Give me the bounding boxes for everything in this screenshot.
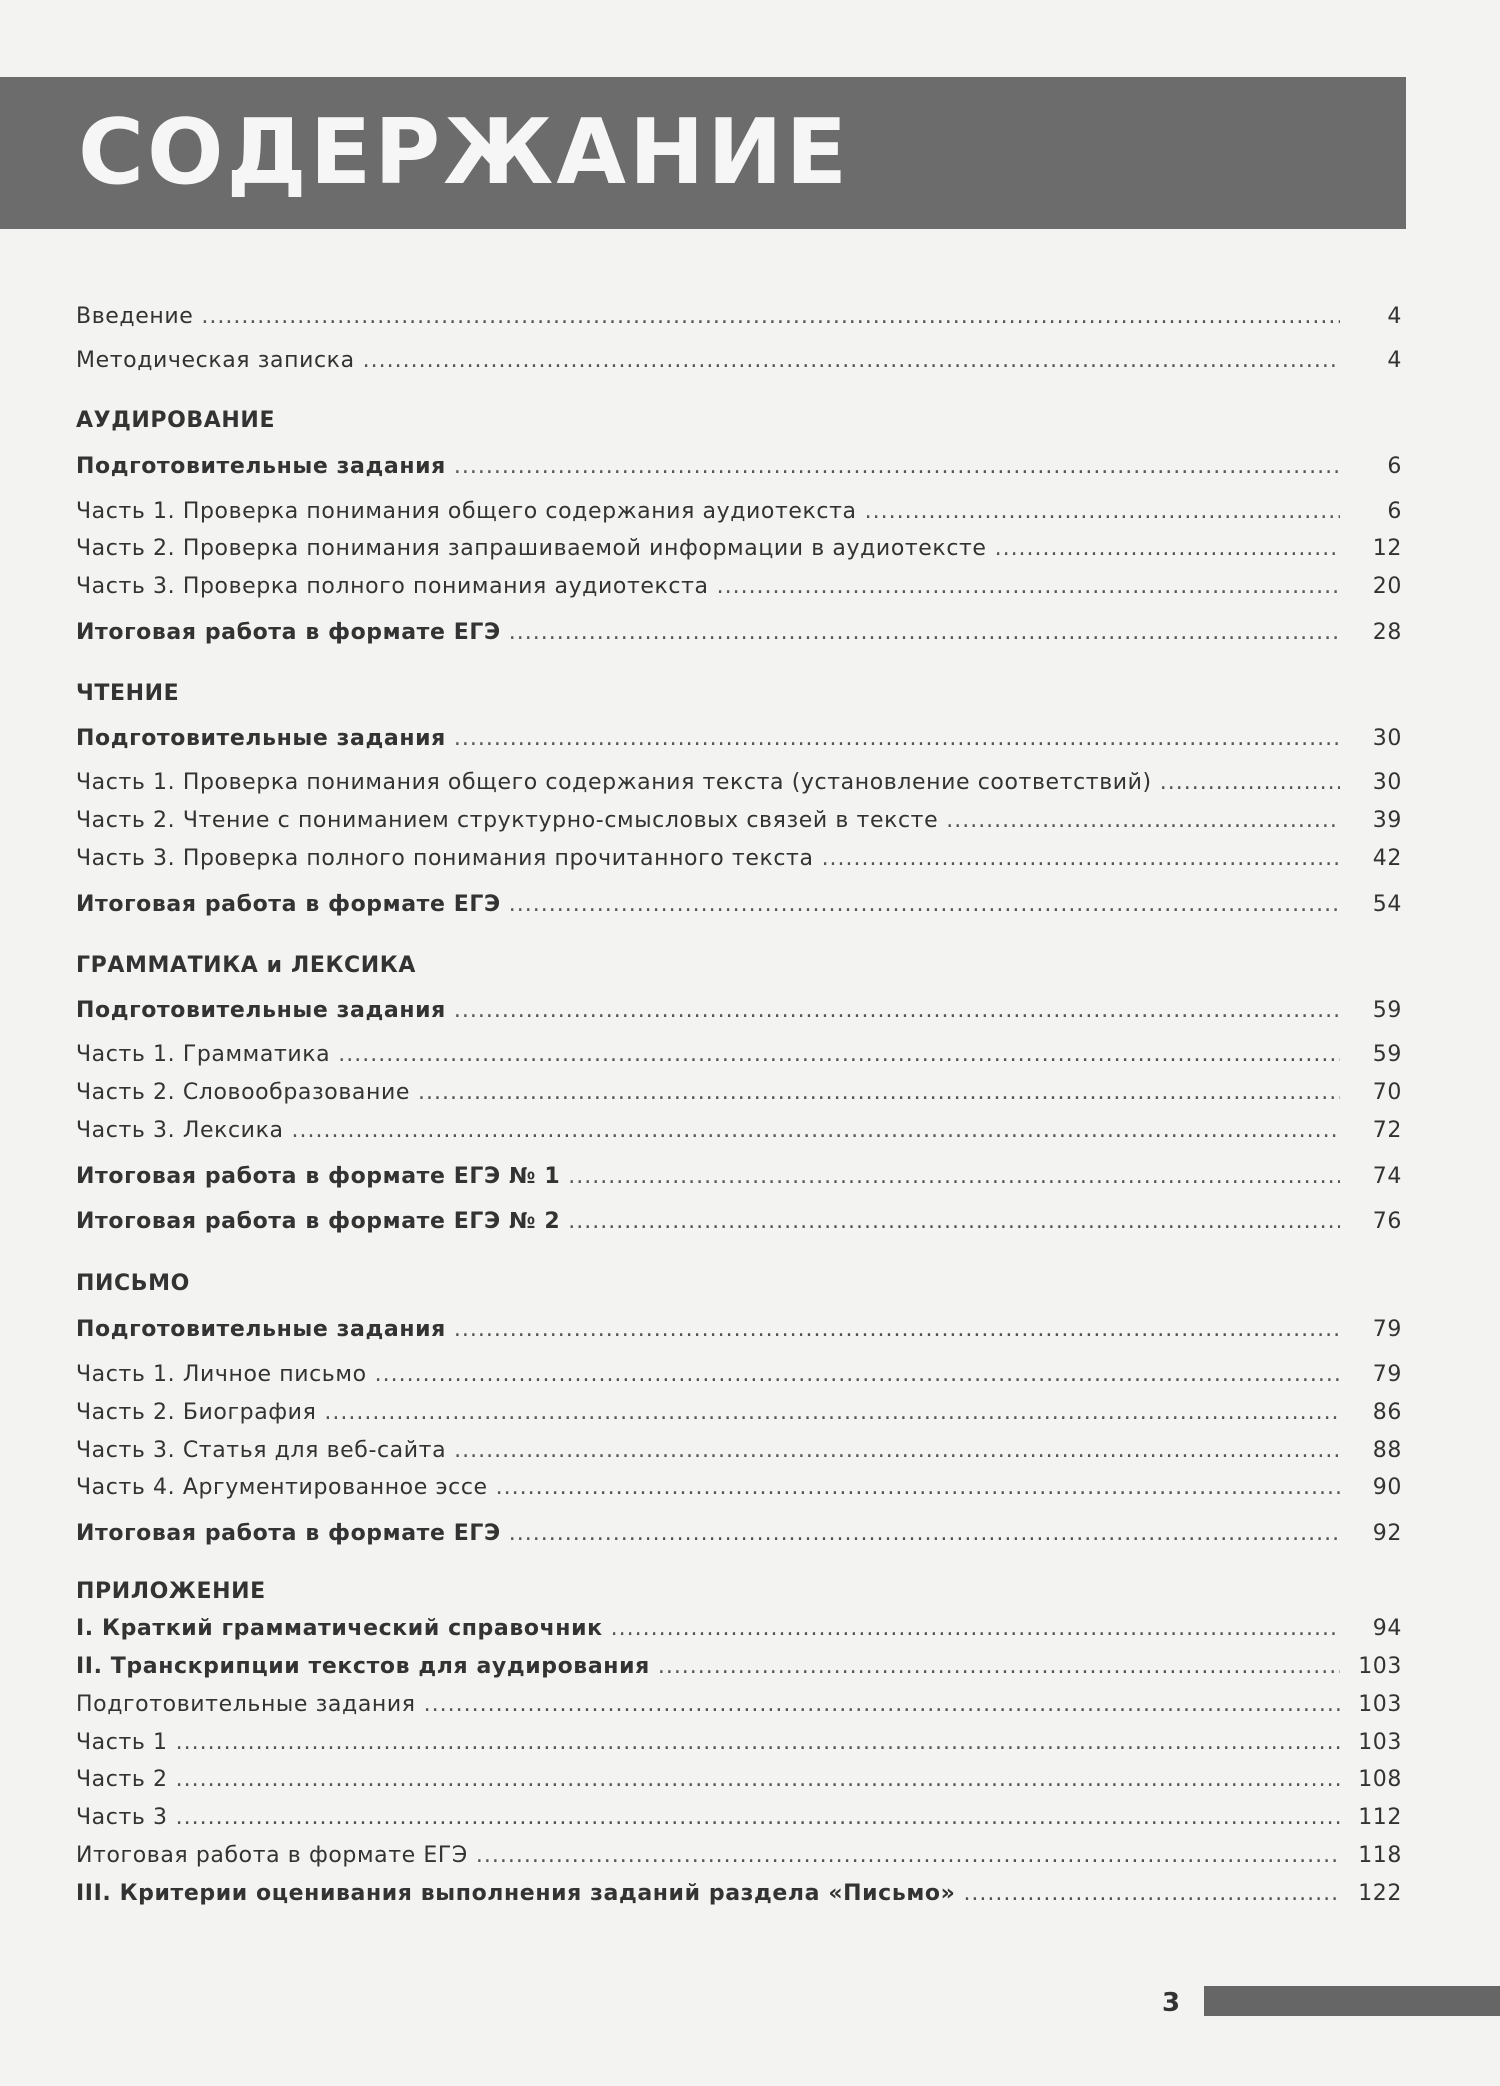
toc-entry-label: Введение bbox=[76, 304, 194, 329]
toc-entry[interactable] bbox=[76, 1037, 1402, 1073]
toc-entry-page: 4 bbox=[1387, 348, 1402, 373]
toc-entry-page: 72 bbox=[1372, 1118, 1402, 1143]
toc-entry[interactable] bbox=[76, 1516, 1402, 1552]
dot-leader bbox=[454, 1312, 1340, 1348]
toc-entry-page: 74 bbox=[1372, 1164, 1402, 1189]
toc-entry-page: 6 bbox=[1387, 499, 1402, 524]
toc-entry[interactable] bbox=[76, 449, 1402, 485]
dot-leader bbox=[822, 841, 1340, 877]
toc-entry-page: 76 bbox=[1372, 1209, 1402, 1234]
title-band bbox=[0, 77, 1406, 229]
toc-entry-label: Часть 2 bbox=[76, 1767, 168, 1792]
toc-entry[interactable] bbox=[76, 1159, 1402, 1195]
toc-entry-page: 94 bbox=[1372, 1616, 1402, 1641]
dot-leader bbox=[176, 1800, 1340, 1836]
toc-entry-label: Часть 2. Чтение с пониманием структурно-смысловых связей в тексте bbox=[76, 808, 939, 833]
toc-entry-page: 4 bbox=[1387, 304, 1402, 329]
dot-leader bbox=[946, 803, 1340, 839]
toc-entry[interactable] bbox=[76, 721, 1402, 757]
section-heading: ПРИЛОЖЕНИЕ bbox=[76, 1579, 266, 1604]
toc-entry-label: Итоговая работа в формате ЕГЭ bbox=[76, 1521, 501, 1546]
toc-entry-label: Часть 1. Грамматика bbox=[76, 1042, 331, 1067]
dot-leader bbox=[496, 1470, 1340, 1506]
dot-leader bbox=[176, 1762, 1340, 1798]
toc-entry-label: Часть 2. Проверка понимания запрашиваемой информации в аудиотексте bbox=[76, 536, 987, 561]
dot-leader bbox=[454, 993, 1340, 1029]
toc-entry-page: 103 bbox=[1358, 1692, 1402, 1717]
toc-entry-methodical-note[interactable] bbox=[76, 343, 1402, 379]
toc-entry[interactable] bbox=[76, 1876, 1402, 1912]
toc-entry[interactable] bbox=[76, 1312, 1402, 1348]
toc-entry[interactable] bbox=[76, 765, 1402, 801]
dot-leader bbox=[568, 1159, 1340, 1195]
section-heading: ГРАММАТИКА и ЛЕКСИКА bbox=[76, 953, 416, 978]
toc-entry-label: Часть 1. Личное письмо bbox=[76, 1362, 367, 1387]
dot-leader bbox=[338, 1037, 1340, 1073]
dot-leader bbox=[509, 887, 1340, 923]
dot-leader bbox=[865, 494, 1340, 530]
toc-entry-page: 90 bbox=[1372, 1475, 1402, 1500]
dot-leader bbox=[509, 1516, 1340, 1552]
toc-entry[interactable] bbox=[76, 531, 1402, 567]
toc-entry[interactable] bbox=[76, 569, 1402, 605]
toc-entry[interactable] bbox=[76, 1800, 1402, 1836]
section-heading: ПИСЬМО bbox=[76, 1271, 190, 1296]
toc-entry-page: 20 bbox=[1372, 574, 1402, 599]
dot-leader bbox=[717, 569, 1340, 605]
toc-entry[interactable] bbox=[76, 1687, 1402, 1723]
toc-entry-page: 42 bbox=[1372, 846, 1402, 871]
toc-entry-page: 79 bbox=[1372, 1362, 1402, 1387]
toc-entry[interactable] bbox=[76, 1649, 1402, 1685]
section-heading: ЧТЕНИЕ bbox=[76, 681, 180, 706]
toc-entry[interactable] bbox=[76, 1113, 1402, 1149]
dot-leader bbox=[568, 1204, 1340, 1240]
dot-leader bbox=[375, 1357, 1340, 1393]
toc-entry[interactable] bbox=[76, 1204, 1402, 1240]
dot-leader bbox=[324, 1395, 1340, 1431]
dot-leader bbox=[292, 1113, 1340, 1149]
toc-entry[interactable] bbox=[76, 993, 1402, 1029]
toc-entry-page: 86 bbox=[1372, 1400, 1402, 1425]
dot-leader bbox=[454, 1433, 1340, 1469]
toc-entry-page: 28 bbox=[1372, 620, 1402, 645]
toc-entry-page: 108 bbox=[1358, 1767, 1402, 1792]
dot-leader bbox=[476, 1838, 1340, 1874]
toc-entry[interactable] bbox=[76, 1075, 1402, 1111]
dot-leader bbox=[363, 343, 1340, 379]
toc-entry-label: II. Транскрипции текстов для аудирования bbox=[76, 1654, 650, 1679]
toc-entry[interactable] bbox=[76, 1470, 1402, 1506]
toc-entry[interactable] bbox=[76, 841, 1402, 877]
dot-leader bbox=[509, 615, 1340, 651]
footer-bar bbox=[1204, 1986, 1500, 2016]
toc-entry-page: 118 bbox=[1358, 1843, 1402, 1868]
toc-entry-label: Подготовительные задания bbox=[76, 1317, 446, 1342]
toc-entry-label: Часть 3. Проверка полного понимания аудиотекста bbox=[76, 574, 709, 599]
toc-entry-page: 122 bbox=[1358, 1881, 1402, 1906]
toc-entry-label: Подготовительные задания bbox=[76, 726, 446, 751]
toc-entry-label: Подготовительные задания bbox=[76, 454, 446, 479]
toc-entry-page: 88 bbox=[1372, 1438, 1402, 1463]
toc-entry-introduction[interactable] bbox=[76, 299, 1402, 335]
toc-entry-label: Подготовительные задания bbox=[76, 1692, 416, 1717]
toc-entry-page: 79 bbox=[1372, 1317, 1402, 1342]
toc-entry-label: Часть 1. Проверка понимания общего содержания аудиотекста bbox=[76, 499, 857, 524]
toc-entry-label: Часть 3 bbox=[76, 1805, 168, 1830]
dot-leader bbox=[176, 1725, 1340, 1761]
toc-entry-page: 112 bbox=[1358, 1805, 1402, 1830]
toc-entry[interactable] bbox=[76, 494, 1402, 530]
toc-entry-label: I. Краткий грамматический справочник bbox=[76, 1616, 603, 1641]
dot-leader bbox=[1160, 765, 1340, 801]
toc-entry[interactable] bbox=[76, 887, 1402, 923]
dot-leader bbox=[454, 449, 1340, 485]
toc-entry-label: Методическая записка bbox=[76, 348, 355, 373]
toc-entry[interactable] bbox=[76, 1395, 1402, 1431]
toc-entry-label: Итоговая работа в формате ЕГЭ bbox=[76, 892, 501, 917]
toc-entry-page: 92 bbox=[1372, 1521, 1402, 1546]
toc-entry-page: 12 bbox=[1372, 536, 1402, 561]
dot-leader bbox=[454, 721, 1340, 757]
toc-entry-label: Часть 4. Аргументированное эссе bbox=[76, 1475, 488, 1500]
toc-entry[interactable] bbox=[76, 1838, 1402, 1874]
section-heading: АУДИРОВАНИЕ bbox=[76, 408, 276, 433]
toc-entry-label: Итоговая работа в формате ЕГЭ № 1 bbox=[76, 1164, 561, 1189]
dot-leader bbox=[658, 1649, 1340, 1685]
page-title: СОДЕРЖАНИЕ bbox=[78, 100, 851, 205]
page-number: 3 bbox=[1162, 1988, 1181, 2018]
toc-entry-label: Подготовительные задания bbox=[76, 998, 446, 1023]
toc-entry-page: 6 bbox=[1387, 454, 1402, 479]
toc-entry[interactable] bbox=[76, 803, 1402, 839]
dot-leader bbox=[418, 1075, 1340, 1111]
toc-entry-label: Итоговая работа в формате ЕГЭ bbox=[76, 620, 501, 645]
dot-leader bbox=[963, 1876, 1340, 1912]
toc-entry[interactable] bbox=[76, 1762, 1402, 1798]
toc-entry-page: 70 bbox=[1372, 1080, 1402, 1105]
toc-entry-page: 59 bbox=[1372, 1042, 1402, 1067]
toc-entry-label: Часть 1 bbox=[76, 1730, 168, 1755]
toc-entry[interactable] bbox=[76, 1611, 1402, 1647]
toc-entry-label: Итоговая работа в формате ЕГЭ № 2 bbox=[76, 1209, 561, 1234]
dot-leader bbox=[424, 1687, 1340, 1723]
toc-entry-label: III. Критерии оценивания выполнения заданий раздела «Письмо» bbox=[76, 1881, 956, 1906]
toc-entry-page: 103 bbox=[1358, 1730, 1402, 1755]
toc-entry-page: 103 bbox=[1358, 1654, 1402, 1679]
dot-leader bbox=[995, 531, 1340, 567]
toc-entry-label: Часть 3. Статья для веб-сайта bbox=[76, 1438, 447, 1463]
toc-entry[interactable] bbox=[76, 1433, 1402, 1469]
toc-entry-page: 39 bbox=[1372, 808, 1402, 833]
toc-entry-label: Часть 2. Биография bbox=[76, 1400, 317, 1425]
toc-entry[interactable] bbox=[76, 615, 1402, 651]
toc-entry[interactable] bbox=[76, 1357, 1402, 1393]
toc-entry-page: 54 bbox=[1372, 892, 1402, 917]
toc-entry-page: 59 bbox=[1372, 998, 1402, 1023]
toc-entry-page: 30 bbox=[1372, 726, 1402, 751]
dot-leader bbox=[201, 299, 1340, 335]
toc-entry-label: Часть 2. Словообразование bbox=[76, 1080, 411, 1105]
toc-entry[interactable] bbox=[76, 1725, 1402, 1761]
toc-entry-page: 30 bbox=[1372, 770, 1402, 795]
toc-entry-label: Часть 1. Проверка понимания общего содержания текста (установление соответствий) bbox=[76, 770, 1152, 795]
toc-entry-label: Часть 3. Проверка полного понимания прочитанного текста bbox=[76, 846, 814, 871]
toc-entry-label: Итоговая работа в формате ЕГЭ bbox=[76, 1843, 468, 1868]
toc-entry-label: Часть 3. Лексика bbox=[76, 1118, 284, 1143]
dot-leader bbox=[611, 1611, 1340, 1647]
